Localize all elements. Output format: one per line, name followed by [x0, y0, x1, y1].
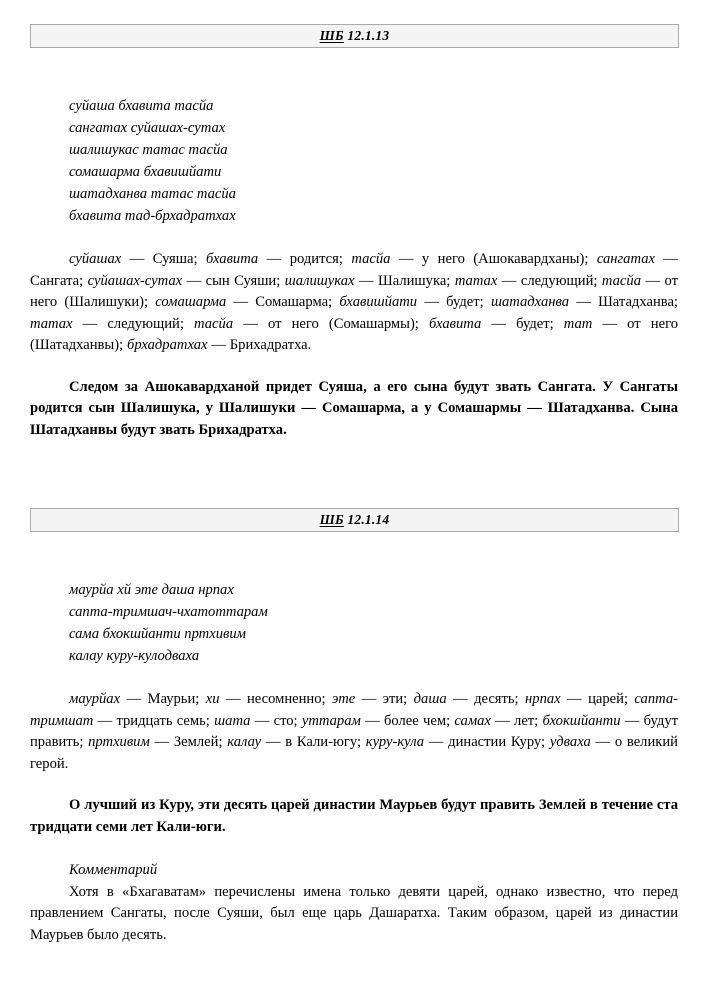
verse-number: 12.1.14 — [347, 512, 390, 528]
verse-reference-label — [320, 29, 390, 43]
verse-translation: Следом за Ашокавардханой придет Суяша, а его сына будут звать Сангата. У Сангаты родится сын Шалишука, у Шалишуки — Сомашарма, а у Сомашармы — Шатадханва. Сына Шатадханвы будут звать Брихадратха. — [30, 378, 678, 438]
verse-line: сама бхокшйанти пртхивим — [69, 626, 246, 642]
purport-heading: Комментарий — [69, 862, 158, 878]
verse-line: бхавита тад-брхадратхах — [69, 208, 236, 224]
book-abbreviation: ШБ — [319, 28, 344, 44]
verse-reference-bar — [30, 508, 679, 532]
word-for-word-synonyms: маурйах — Маурьи; хи — несомненно; эте — эти; даша — десять; нрпах — царей; сапта-тримшат — тридцать семь; шата — сто; уттарам — более чем; самах — лет; бхокшйанти — будут править; пртхивим — Землей; калау — в Кали-югу; куру-кула — династии Куру; удваха — о великий герой. — [30, 691, 678, 772]
verse-translation: О лучший из Куру, эти десять царей династии Маурьев будут править Землей в течение ста тридцати семи лет Кали-юги. — [30, 797, 678, 835]
verse-line: суйаша бхавита тасйа — [69, 98, 214, 114]
verse-line: шалишукас татас тасйа — [69, 142, 228, 158]
book-abbreviation: ШБ — [319, 512, 344, 528]
verse-text — [69, 579, 678, 667]
purport-text: Хотя в «Бхагаватам» перечислены имена только девяти царей, однако известно, что перед правлением Сангаты, после Суяши, был еще царь Дашаратха. Таким образом, царей из династии Маурьев было десять. — [30, 883, 678, 943]
verse-line: калау куру-кулодваха — [69, 648, 200, 664]
verse-text — [69, 95, 678, 227]
verse-reference-label — [320, 513, 390, 527]
verse-line: маурйа хй эте даша нрпах — [69, 582, 234, 598]
verse-reference-bar — [30, 24, 679, 48]
verse-line: шатадханва татас тасйа — [69, 186, 236, 202]
verse-section-2 — [30, 508, 678, 946]
verse-section-1 — [30, 24, 678, 441]
verse-line: сангатах суйашах-сутах — [69, 120, 226, 136]
verse-line: сапта-тримшач-чхатоттарам — [69, 604, 268, 620]
word-for-word-synonyms: суйашах — Суяша; бхавита — родится; тасйа — у него (Ашокавардханы); сангатах — Сангата; суйашах-сутах — сын Суяши; шалишуках — Шалишука; татах — следующий; тасйа — от него (Шалишуки); сомашарма — Сомашарма; бхавишйати — будет; шатадханва — Шатадханва; татах — следующий; тасйа — от него (Сомашармы); бхавита — будет; тат — от него (Шатадханвы); брхадратхах — Брихадратха. — [30, 251, 678, 353]
verse-line: сомашарма бхавишйати — [69, 164, 222, 180]
verse-number: 12.1.13 — [347, 28, 390, 44]
